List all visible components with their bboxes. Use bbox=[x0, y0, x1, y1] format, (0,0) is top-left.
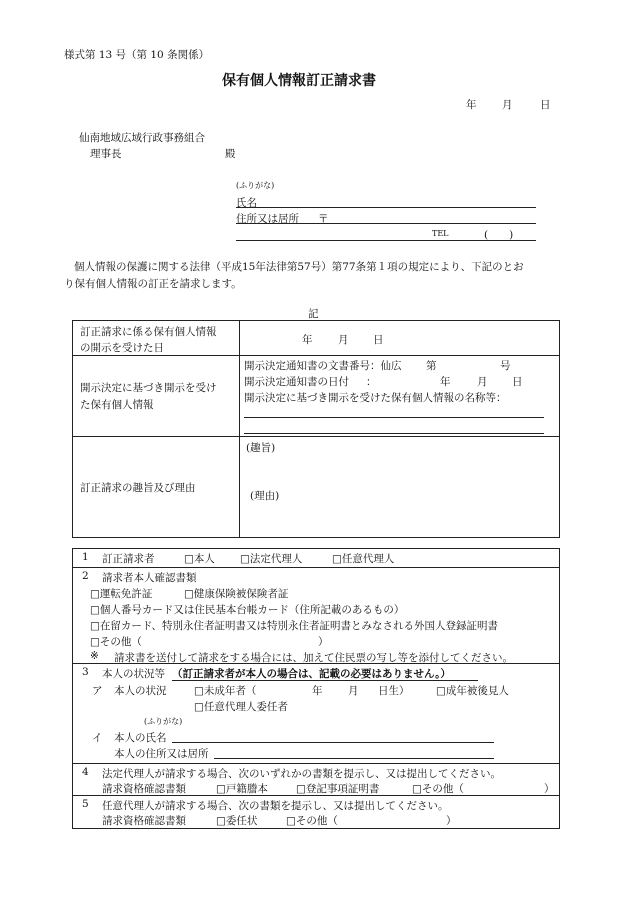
registry-cert-checkbox[interactable]: □登記事項証明書 bbox=[296, 783, 380, 795]
minor-birth-day: 日生） bbox=[378, 685, 410, 697]
section2-label: 請求者本人確認書類 bbox=[102, 572, 197, 584]
tel-label: TEL bbox=[432, 229, 449, 238]
section3-label: 本人の状況等 bbox=[102, 668, 165, 680]
row2-month: 月 bbox=[477, 376, 488, 388]
section3-note-bold: （訂正請求者が本人の場合は、記載の必要はありません。） bbox=[172, 668, 451, 680]
row3-riyu: (理由) bbox=[250, 490, 280, 502]
addressee-honorific: 殿 bbox=[225, 148, 236, 160]
principal-name-label: 本人の氏名 bbox=[114, 732, 167, 744]
date-month: 月 bbox=[502, 99, 513, 111]
requester-tel-line[interactable] bbox=[236, 240, 536, 241]
family-register-checkbox[interactable]: □戸籍謄本 bbox=[216, 783, 268, 795]
section5-doc-label: 請求資格確認書類 bbox=[102, 815, 186, 827]
page-title: 保有個人情報訂正請求書 bbox=[222, 73, 376, 89]
row1-day: 日 bbox=[373, 334, 384, 346]
minor-month: 月 bbox=[348, 685, 359, 697]
row2-doc-number: 開示決定通知書の文書番号：仙広 bbox=[244, 360, 402, 372]
section2-note: 請求書を送付して請求をする場合には、加えて住民票の写し等を添付してください。 bbox=[114, 652, 513, 664]
section2-number: 2 bbox=[82, 570, 89, 582]
row2-label-line-2: た保有個人情報 bbox=[80, 399, 154, 411]
principal-address-line[interactable] bbox=[214, 758, 494, 759]
postal-mark: 〒 bbox=[318, 213, 329, 225]
minor-checkbox[interactable]: □未成年者（ bbox=[194, 685, 257, 697]
other-doc-checkbox[interactable]: □その他（ bbox=[90, 636, 142, 648]
requester-name-label: 氏名 bbox=[236, 197, 257, 209]
section4-other-close: ） bbox=[544, 783, 555, 795]
tel-parens: ( ) bbox=[484, 229, 514, 241]
main-table-row-sep-2 bbox=[72, 436, 560, 437]
row3-label: 訂正請求の趣旨及び理由 bbox=[80, 482, 196, 494]
section5-text: 任意代理人が請求する場合、次の書類を提示し、又は提出してください。 bbox=[102, 800, 449, 812]
lower-sep-1 bbox=[72, 567, 560, 568]
row2-colon: ： bbox=[366, 376, 377, 388]
row2-label-line-1: 開示決定に基づき開示を受け bbox=[80, 382, 217, 394]
date-day: 日 bbox=[540, 99, 551, 111]
drivers-license-checkbox[interactable]: □運転免許証 bbox=[90, 588, 153, 600]
form-number: 様式第 13 号（第 10 条関係） bbox=[64, 49, 210, 61]
requester-furigana: (ふりがな) bbox=[236, 181, 275, 190]
intro-line-1: 個人情報の保護に関する法律（平成15年法律第57号）第77条第１項の規定により、下記のとお bbox=[74, 261, 524, 273]
principal-name-line[interactable] bbox=[172, 742, 494, 743]
section4-doc-label: 請求資格確認書類 bbox=[102, 783, 186, 795]
requester-address-label: 住所又は居所 bbox=[236, 213, 299, 225]
section5-number: 5 bbox=[82, 798, 89, 810]
section4-text: 法定代理人が請求する場合、次のいずれかの書類を提示し、又は提出してください。 bbox=[102, 768, 501, 780]
principal-address-label: 本人の住所又は居所 bbox=[114, 748, 209, 760]
row2-date-label: 開示決定通知書の日付 bbox=[244, 376, 349, 388]
row2-dai: 第 bbox=[426, 360, 437, 372]
section4-number: 4 bbox=[82, 766, 89, 778]
section3-a-mark: ア bbox=[92, 685, 103, 697]
section3-note-underline bbox=[172, 680, 478, 681]
row2-year: 年 bbox=[440, 376, 451, 388]
note-mark: ※ bbox=[90, 650, 99, 662]
section1-self-checkbox[interactable]: □本人 bbox=[184, 553, 215, 565]
intro-line-2: り保有個人情報の訂正を請求します。 bbox=[64, 278, 242, 290]
section5-other-checkbox[interactable]: □その他（ bbox=[286, 815, 338, 827]
section1-voluntary-agent-checkbox[interactable]: □任意代理人 bbox=[332, 553, 395, 565]
row2-go: 号 bbox=[500, 360, 511, 372]
row1-label-line-1: 訂正請求に係る保有個人情報 bbox=[80, 326, 217, 338]
my-number-card-checkbox[interactable]: □個人番号カード又は住民基本台帳カード（住所記載のあるもの） bbox=[90, 604, 405, 616]
minor-year: 年 bbox=[312, 685, 323, 697]
row2-name-label: 開示決定に基づき開示を受けた保有個人情報の名称等： bbox=[244, 392, 507, 404]
power-of-attorney-checkbox[interactable]: □委任状 bbox=[216, 815, 258, 827]
main-table-divider bbox=[239, 320, 240, 538]
health-insurance-checkbox[interactable]: □健康保険被保険者証 bbox=[184, 588, 289, 600]
lower-sep-3 bbox=[72, 763, 560, 764]
row3-shushi: (趣旨) bbox=[246, 442, 276, 454]
main-table-row-sep-1 bbox=[72, 355, 560, 356]
section5-other-close: ） bbox=[446, 815, 457, 827]
section1-legal-agent-checkbox[interactable]: □法定代理人 bbox=[240, 553, 303, 565]
row1-label-line-2: の開示を受けた日 bbox=[80, 342, 164, 354]
voluntary-principal-checkbox[interactable]: □任意代理人委任者 bbox=[194, 701, 288, 713]
addressee-role: 理事長 bbox=[90, 148, 122, 160]
requester-name-line[interactable] bbox=[236, 207, 536, 208]
row1-year: 年 bbox=[302, 334, 313, 346]
adult-ward-checkbox[interactable]: □成年被後見人 bbox=[436, 685, 509, 697]
section1-number: 1 bbox=[82, 551, 89, 563]
row1-month: 月 bbox=[338, 334, 349, 346]
section3-number: 3 bbox=[82, 666, 89, 678]
requester-address-line[interactable] bbox=[236, 223, 536, 224]
residence-card-checkbox[interactable]: □在留カード、特別永住者証明書又は特別永住者証明書とみなされる外国人登録証明書 bbox=[90, 620, 498, 632]
section3-i-mark: イ bbox=[92, 732, 103, 744]
row2-name-line-2[interactable] bbox=[244, 433, 544, 434]
ki-label: 記 bbox=[308, 308, 319, 320]
row2-name-line-1[interactable] bbox=[244, 417, 544, 418]
section3-a-label: 本人の状況 bbox=[114, 685, 167, 697]
date-year: 年 bbox=[466, 99, 477, 111]
section4-other-checkbox[interactable]: □その他（ bbox=[412, 783, 464, 795]
other-doc-close: ） bbox=[318, 636, 329, 648]
row2-day: 日 bbox=[512, 376, 523, 388]
addressee-org: 仙南地域広域行政事務組合 bbox=[79, 132, 205, 144]
section3-furigana: (ふりがな) bbox=[144, 717, 183, 726]
section1-label: 訂正請求者 bbox=[102, 553, 155, 565]
